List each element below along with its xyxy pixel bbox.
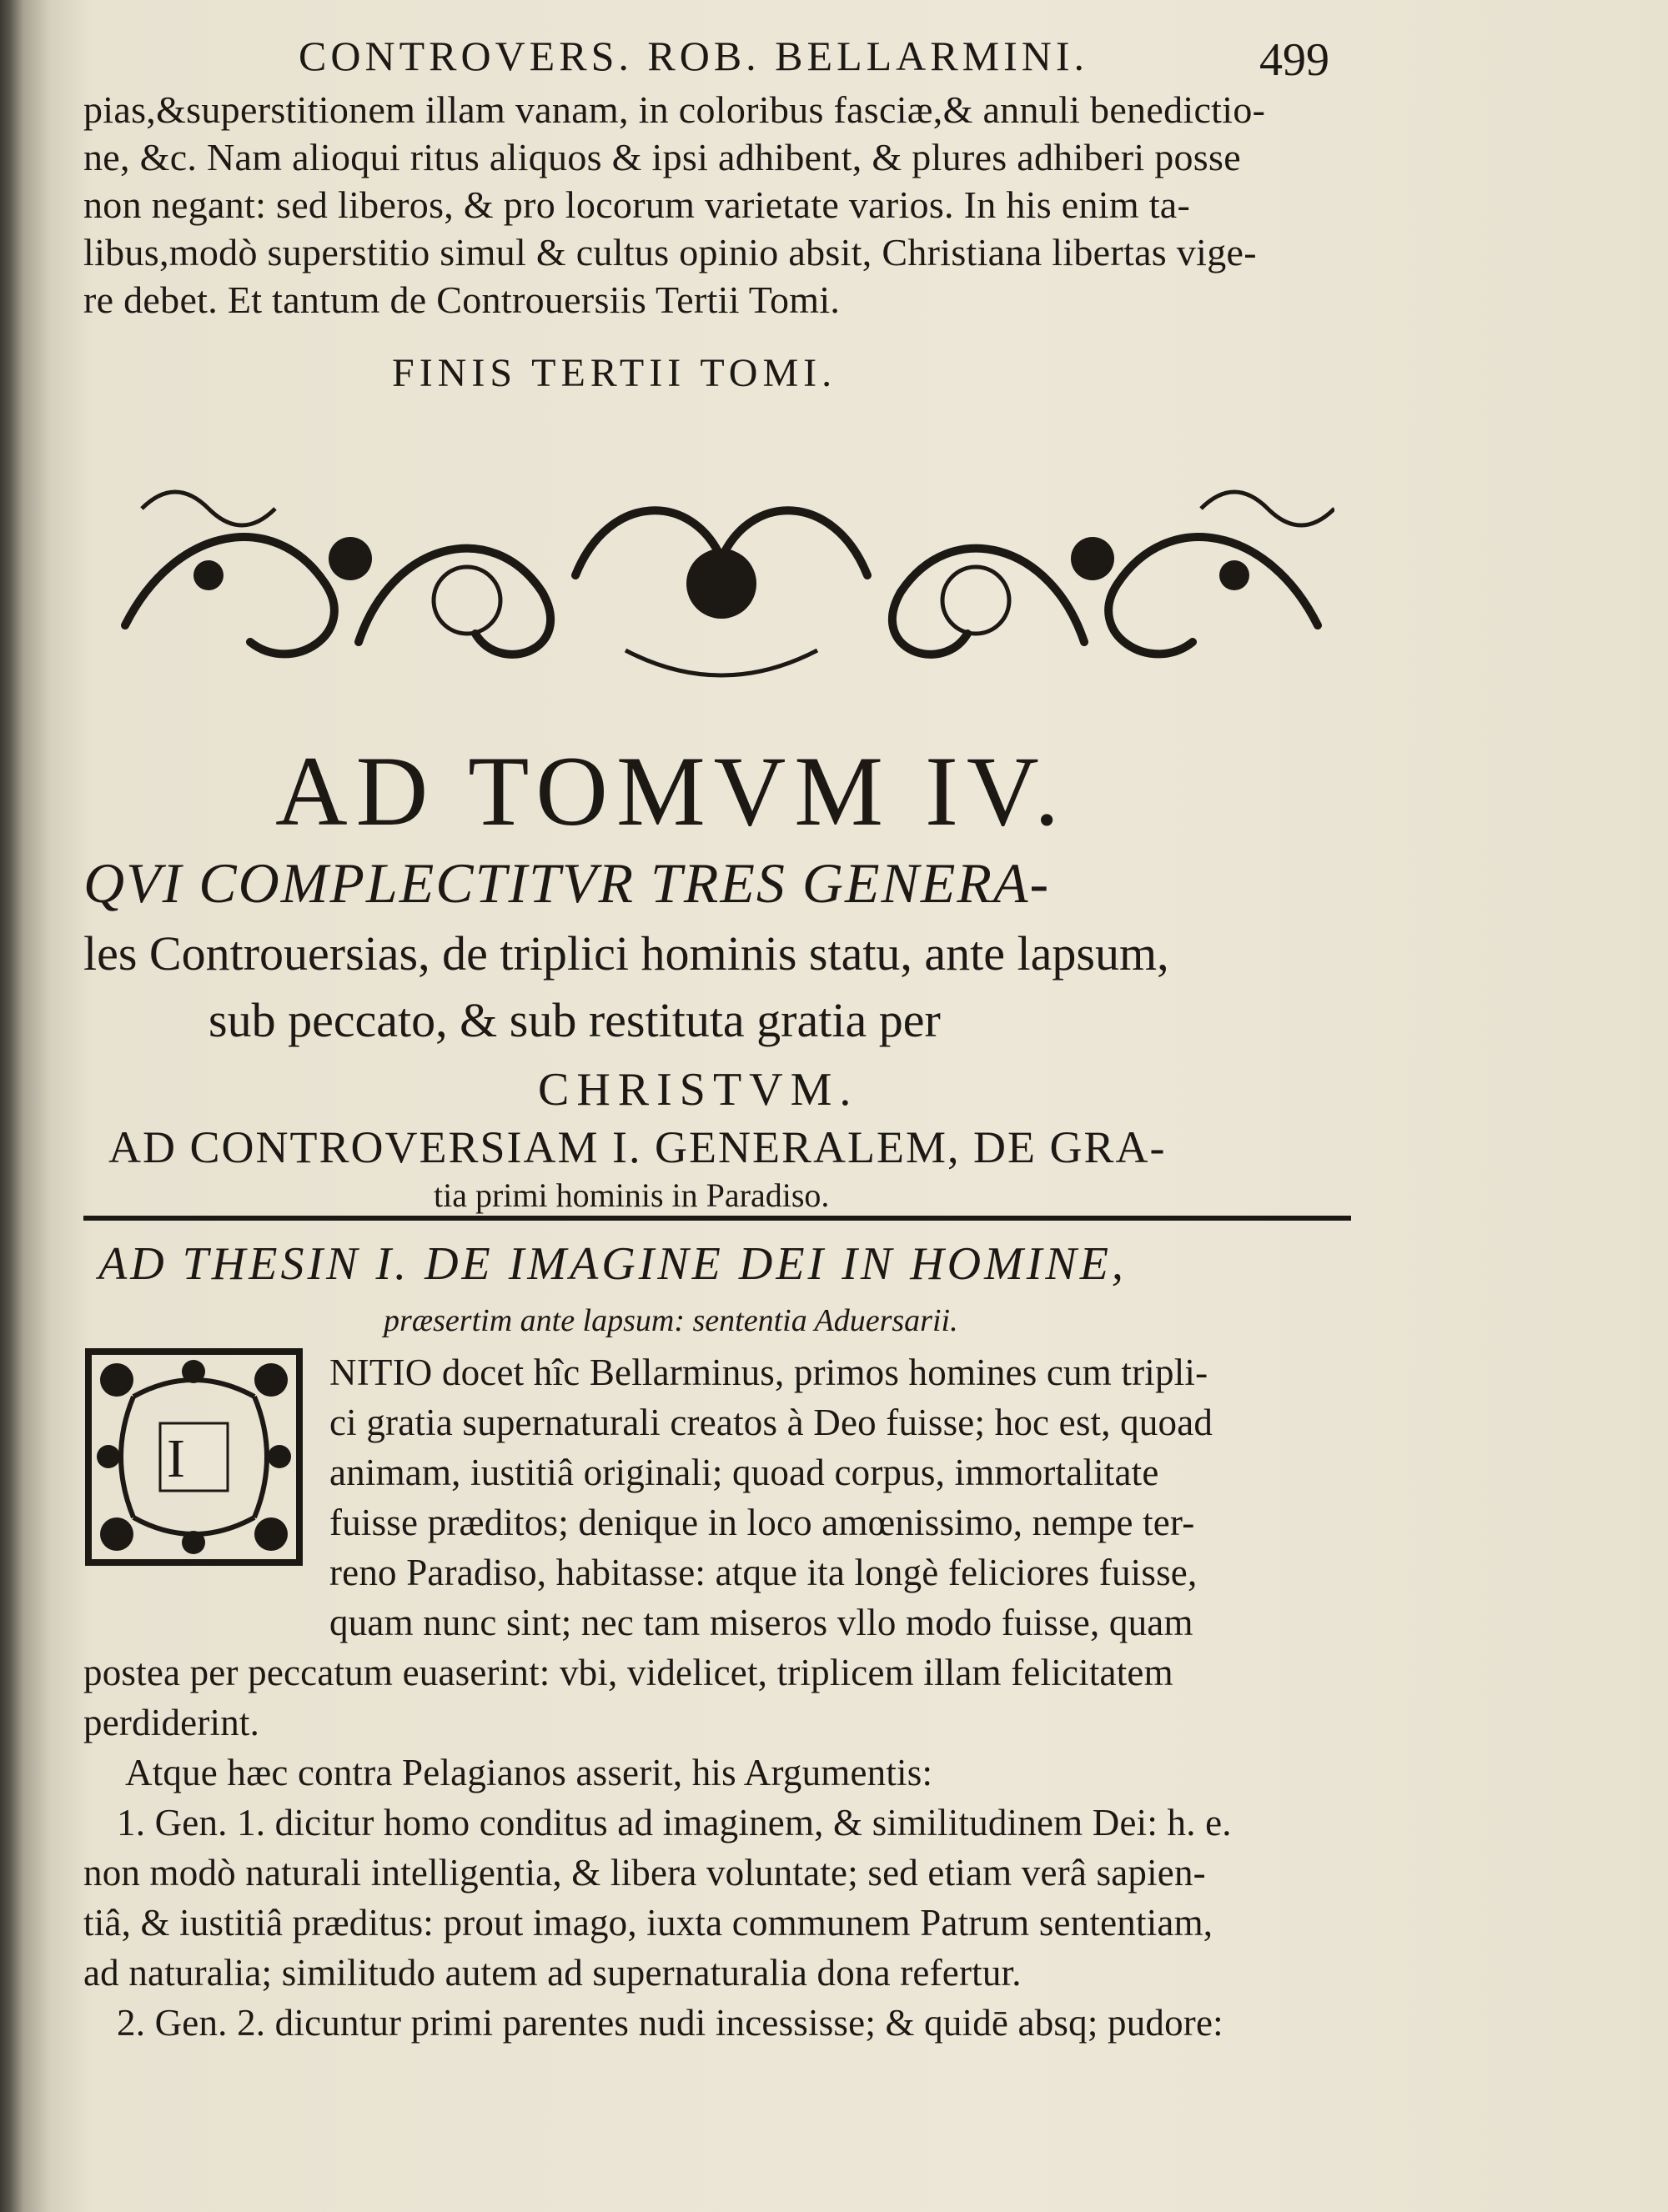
- tome-subtitle-line: les Controuersias, de triplici hominis statu, ante lapsum,: [83, 926, 1169, 981]
- headpiece-ornament: [108, 459, 1334, 692]
- tome-subtitle-line: QVI COMPLECTITVR TRES GENERA-: [83, 851, 1051, 915]
- carryover-line: libus,modò superstitio simul & cultus opinio absit, Christiana libertas vige-: [83, 231, 1257, 273]
- body-line: 2. Gen. 2. dicuntur primi parentes nudi incessisse; & quidē absq; pudore:: [117, 2002, 1223, 2044]
- body-line: reno Paradiso, habitasse: atque ita longè feliciores fuisse,: [329, 1552, 1198, 1593]
- section-rule: [83, 1216, 1351, 1221]
- body-line: ci gratia supernaturali creatos à Deo fuisse; hoc est, quoad: [329, 1402, 1213, 1443]
- body-line: non modò naturali intelligentia, & libera voluntate; sed etiam verâ sapien-: [83, 1852, 1206, 1893]
- body-line: postea per peccatum euaserint: vbi, videlicet, triplicem illam felicitatem: [83, 1652, 1173, 1693]
- body-line: fuisse præditos; denique in loco amœnissimo, nempe ter-: [329, 1502, 1195, 1543]
- body-line: NITIO docet hîc Bellarminus, primos homines cum tripli-: [329, 1352, 1208, 1393]
- tome-title: AD TOMVM IV.: [275, 735, 1068, 846]
- carryover-line: pias,&superstitionem illam vanam, in coloribus fasciæ,& annuli benedictio-: [83, 88, 1266, 131]
- carryover-line: non negant: sed liberos, & pro locorum varietate varios. In his enim ta-: [83, 183, 1191, 226]
- body-line: animam, iustitiâ originali; quoad corpus, immortalitate: [329, 1452, 1159, 1493]
- carryover-line: ne, &c. Nam alioqui ritus aliquos & ipsi adhibent, & plures adhiberi posse: [83, 136, 1241, 178]
- controversy-heading-cont: tia primi hominis in Paradiso.: [434, 1176, 830, 1214]
- controversy-heading: AD CONTROVERSIAM I. GENERALEM, DE GRA-: [108, 1122, 1167, 1172]
- thesis-subheading: præsertim ante lapsum: sententia Aduersarii.: [384, 1303, 958, 1338]
- tome-subtitle-line: CHRISTVM.: [538, 1064, 859, 1116]
- body-line: quam nunc sint; nec tam miseros vllo modo fuisse, quam: [329, 1602, 1193, 1643]
- tome-subtitle-line: sub peccato, & sub restituta gratia per: [208, 993, 941, 1047]
- page-number: 499: [1259, 34, 1329, 86]
- body-line: perdiderint.: [83, 1702, 260, 1743]
- body-line: Atque hæc contra Pelagianos asserit, his Argumentis:: [125, 1752, 933, 1793]
- body-line: ad naturalia; similitudo autem ad supernaturalia dona refertur.: [83, 1952, 1022, 1994]
- finis-heading: FINIS TERTII TOMI.: [392, 351, 837, 395]
- drop-initial: I: [167, 1428, 185, 1489]
- body-line: 1. Gen. 1. dicitur homo conditus ad imaginem, & similitudinem Dei: h. e.: [117, 1802, 1232, 1843]
- decorated-initial-frame: [83, 1347, 304, 1567]
- thesis-heading: AD THESIN I. DE IMAGINE DEI IN HOMINE,: [98, 1238, 1127, 1290]
- carryover-line: re debet. Et tantum de Controuersiis Tertii Tomi.: [83, 278, 841, 321]
- running-head: CONTROVERS. ROB. BELLARMINI.: [299, 33, 1088, 79]
- body-line: tiâ, & iustitiâ præditus: prout imago, iuxta communem Patrum sententiam,: [83, 1902, 1213, 1944]
